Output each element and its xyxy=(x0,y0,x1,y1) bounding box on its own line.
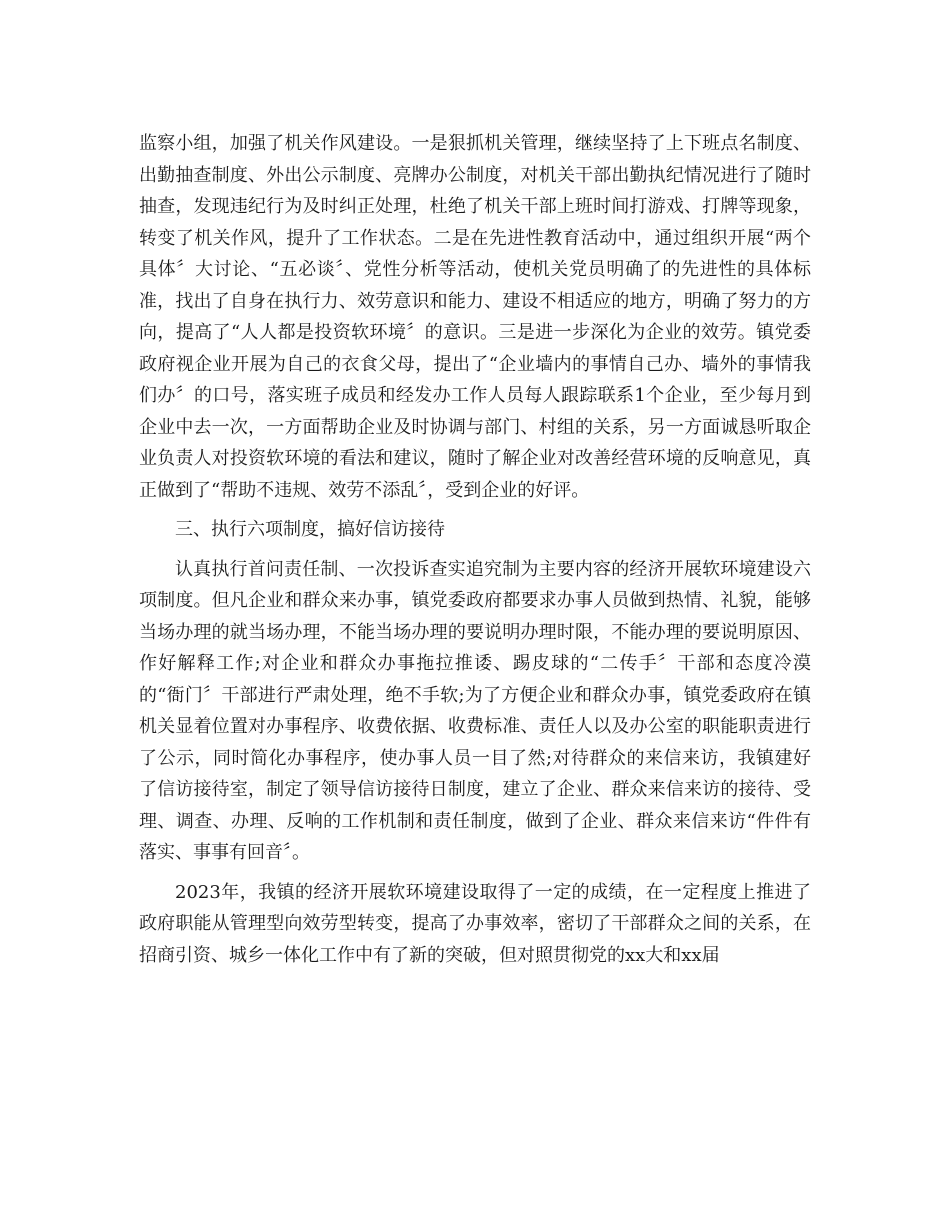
paragraph-summary-2023: 2023年，我镇的经济开展软环境建设取得了一定的成绩，在一定程度上推进了政府职能从管理型向效劳型转变，提高了办事效率，密切了干部群众之间的关系，在招商引资、城乡一体化工作中有了新的突破，但对照贯彻党的xx大和xx届 xyxy=(139,881,811,966)
document-body xyxy=(139,128,811,971)
paragraph-work-style: 监察小组，加强了机关作风建设。一是狠抓机关管理，继续坚持了上下班点名制度、出勤抽查制度、外出公示制度、亮牌办公制度，对机关干部出勤执纪情况进行了随时抽查，发现违纪行为及时纠正处理，杜绝了机关干部上班时间打游戏、打牌等现象，转变了机关作风，提升了工作状态。二是在先进性教育活动中，通过组织开展“两个具体〞大讨论、“五必谈〞、党性分析等活动，使机关党员明确了的先进性的具体标准，找出了自身在执行力、效劳意识和能力、建设不相适应的地方，明确了努力的方向，提高了“人人都是投资软环境〞的意识。三是进一步深化为企业的效劳。镇党委政府视企业开展为自己的衣食父母，提出了“企业墙内的事情自己办、墙外的事情我们办〞的口号，落实班子成员和经发办工作人员每人跟踪联系1个企业，至少每月到企业中去一次，一方面帮助企业及时协调与部门、村组的关系，另一方面诚恳听取企业负责人对投资软环境的看法和建议，随时了解企业对改善经营环境的反响意见，真正做到了“帮助不违规、效劳不添乱〞，受到企业的好评。 xyxy=(139,133,811,501)
section-heading-petition: 三、执行六项制度，搞好信访接待 xyxy=(175,519,445,540)
paragraph-six-systems: 认真执行首问责任制、一次投诉查实追究制为主要内容的经济开展软环境建设六项制度。但凡企业和群众来办事，镇党委政府都要求办事人员做到热情、礼貌，能够当场办理的就当场办理，不能当场办理的要说明办理时限，不能办理的要说明原因、作好解释工作;对企业和群众办事拖拉推诿、踢皮球的“二传手〞干部和态度冷漠的“衙门〞干部进行严肃处理，绝不手软;为了方便企业和群众办事，镇党委政府在镇机关显着位置对办事程序、收费依据、收费标准、责任人以及办公室的职能职责进行了公示，同时简化办事程序，使办事人员一目了然;对待群众的来信来访，我镇建好了信访接待室，制定了领导信访接待日制度，建立了企业、群众来信来访的接待、受理、调查、办理、反响的工作机制和责任制度，做到了企业、群众来信来访“件件有落实、事事有回音〞。 xyxy=(139,558,811,863)
